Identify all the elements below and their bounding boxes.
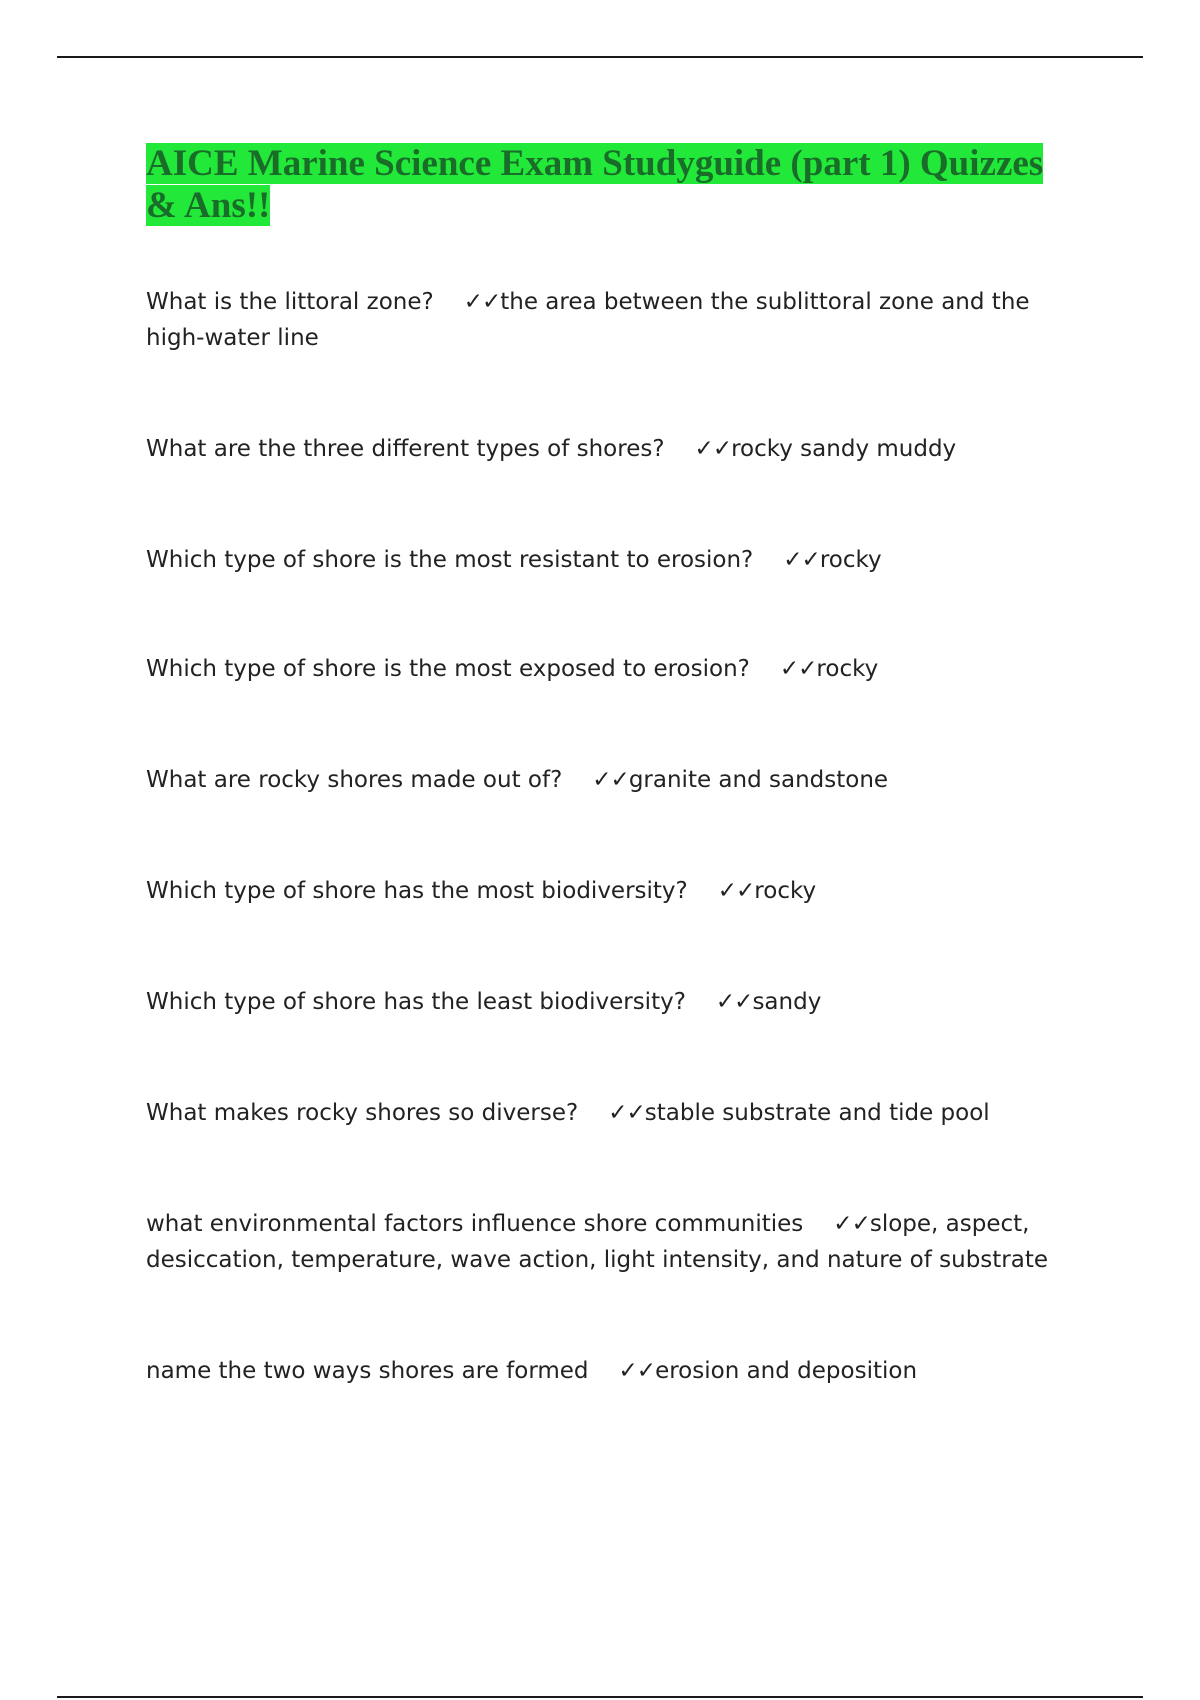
answer: rocky [754,878,817,904]
double-check-icon: ✓✓ [715,989,753,1015]
qa-item [146,984,1051,1020]
question: What is the littoral zone? [146,289,434,315]
answer: erosion and deposition [655,1358,918,1384]
document-page [146,143,1051,1389]
question: Which type of shore is the most resistant to erosion? [146,547,754,573]
answer: rocky [819,547,882,573]
qa-item [146,542,1051,578]
answer: stable substrate and tide pool [644,1100,990,1126]
question: Which type of shore has the most biodiversity? [146,878,688,904]
question: Which type of shore has the least biodiversity? [146,989,686,1015]
answer: rocky sandy muddy [731,436,957,462]
qa-list [146,284,1051,1389]
title-highlight: AICE Marine Science Exam Studyguide (part 1) Quizzes & Ans!! [146,143,1044,226]
qa-item [146,873,1051,909]
double-check-icon: ✓✓ [779,656,817,682]
top-rule [57,56,1143,58]
question: name the two ways shores are formed [146,1358,589,1384]
double-check-icon: ✓✓ [592,767,629,793]
question: What makes rocky shores so diverse? [146,1100,579,1126]
qa-item [146,431,1051,467]
double-check-icon: ✓✓ [463,289,501,315]
answer: rocky [816,656,879,682]
question: Which type of shore is the most exposed to erosion? [146,656,750,682]
double-check-icon: ✓✓ [783,547,820,573]
qa-item [146,284,1051,356]
question: What are the three different types of shores? [146,436,665,462]
double-check-icon: ✓✓ [618,1358,656,1384]
qa-item [146,651,1051,687]
qa-item [146,1095,1051,1131]
question: What are rocky shores made out of? [146,767,563,793]
answer: granite and sandstone [628,767,889,793]
answer: the area between the sublittoral zone and the high-water line [146,289,1030,351]
question: what environmental factors influence shore communities [146,1211,804,1237]
answer: slope, aspect, desiccation, temperature, wave action, light intensity, and nature of substrate [146,1211,1049,1273]
bottom-rule [57,1696,1143,1698]
answer: sandy [752,989,822,1015]
double-check-icon: ✓✓ [608,1100,645,1126]
double-check-icon: ✓✓ [833,1211,870,1237]
double-check-icon: ✓✓ [694,436,732,462]
qa-item [146,1353,1051,1389]
qa-item [146,762,1051,798]
qa-item [146,1206,1051,1278]
double-check-icon: ✓✓ [717,878,755,904]
document-title [146,143,1051,227]
